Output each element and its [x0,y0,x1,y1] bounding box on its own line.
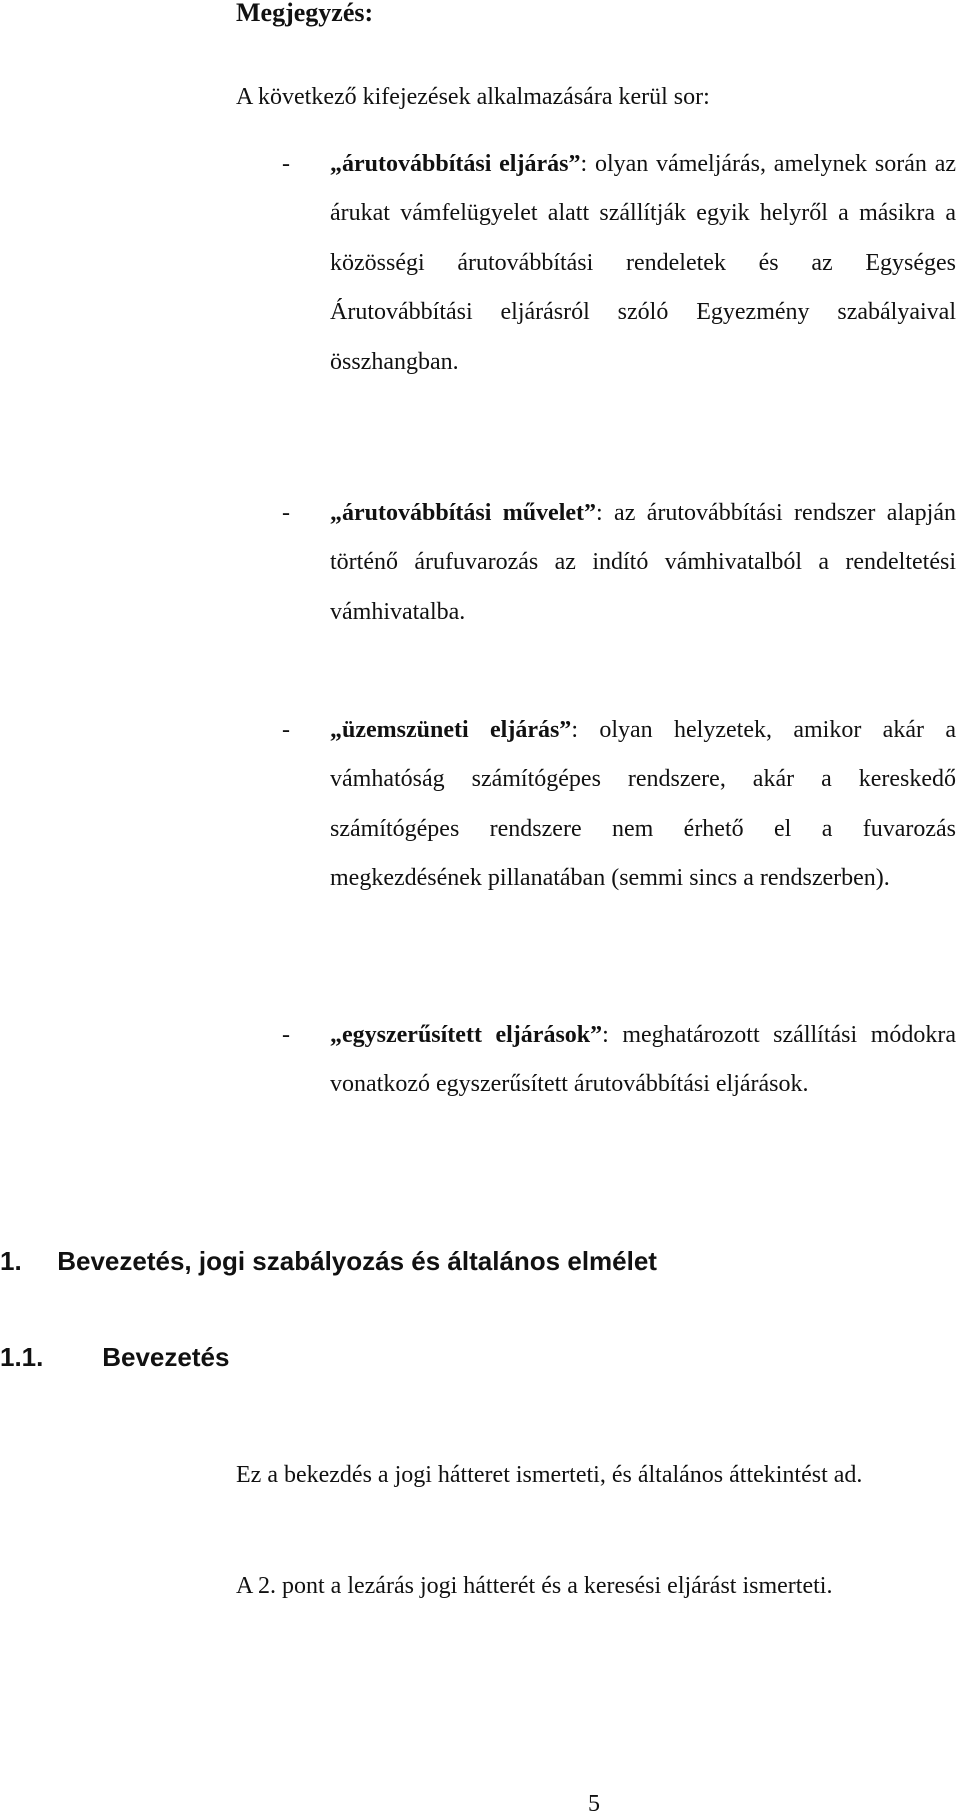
paragraph: Ez a bekezdés a jogi hátteret ismerteti, és általános áttekintést ad. [236,1462,863,1488]
definition-term: „árutovábbítási művelet” [330,500,597,526]
definition-text [330,706,956,904]
section-heading [0,1246,657,1276]
paragraph: A 2. pont a lezárás jogi hátterét és a keresési eljárást ismerteti. [236,1573,833,1599]
page-number: 5 [588,1791,600,1817]
definition-body: : meghatározott szállítási módokra vonatkozó egyszerűsített árutovábbítási eljárások. [330,1022,956,1098]
definition-dash: - [282,717,290,743]
definition-body: : olyan vámeljárás, amelynek során az árukat vámfelügyelet alatt szállítják egyik helyről a másikra a közösségi árutovábbítási rendeletek és az Egységes Árutovábbítási eljárásról szóló Egyezmény szabályaival összhangban. [330,151,956,375]
note-intro: A következő kifejezések alkalmazására kerül sor: [236,84,710,110]
definition-dash: - [282,500,290,526]
definition-text [330,489,956,637]
definition-body: : az árutovábbítási rendszer alapján történő árufuvarozás az indító vámhivatalból a rendeltetési vámhivatalba. [330,500,956,625]
subsection-title: Bevezetés [102,1342,230,1372]
definition-dash: - [282,151,290,177]
subsection-heading [0,1342,229,1372]
definition-text [330,1011,956,1110]
note-heading: Megjegyzés: [236,0,374,27]
section-number: 1. [0,1246,22,1276]
subsection-number: 1.1. [0,1342,44,1372]
definition-body: : olyan helyzetek, amikor akár a vámhatóság számítógépes rendszere, akár a kereskedő számítógépes rendszere nem érhető el a fuvarozás megkezdésének pillanatában (semmi sincs a rendszerben). [330,717,956,892]
definition-term: „üzemszüneti eljárás” [330,717,572,743]
definition-text [330,140,956,387]
definition-dash: - [282,1022,290,1048]
section-title: Bevezetés, jogi szabályozás és általános elmélet [57,1246,657,1276]
definition-term: „árutovábbítási eljárás” [330,151,581,177]
definition-term: „egyszerűsített eljárások” [330,1022,603,1048]
